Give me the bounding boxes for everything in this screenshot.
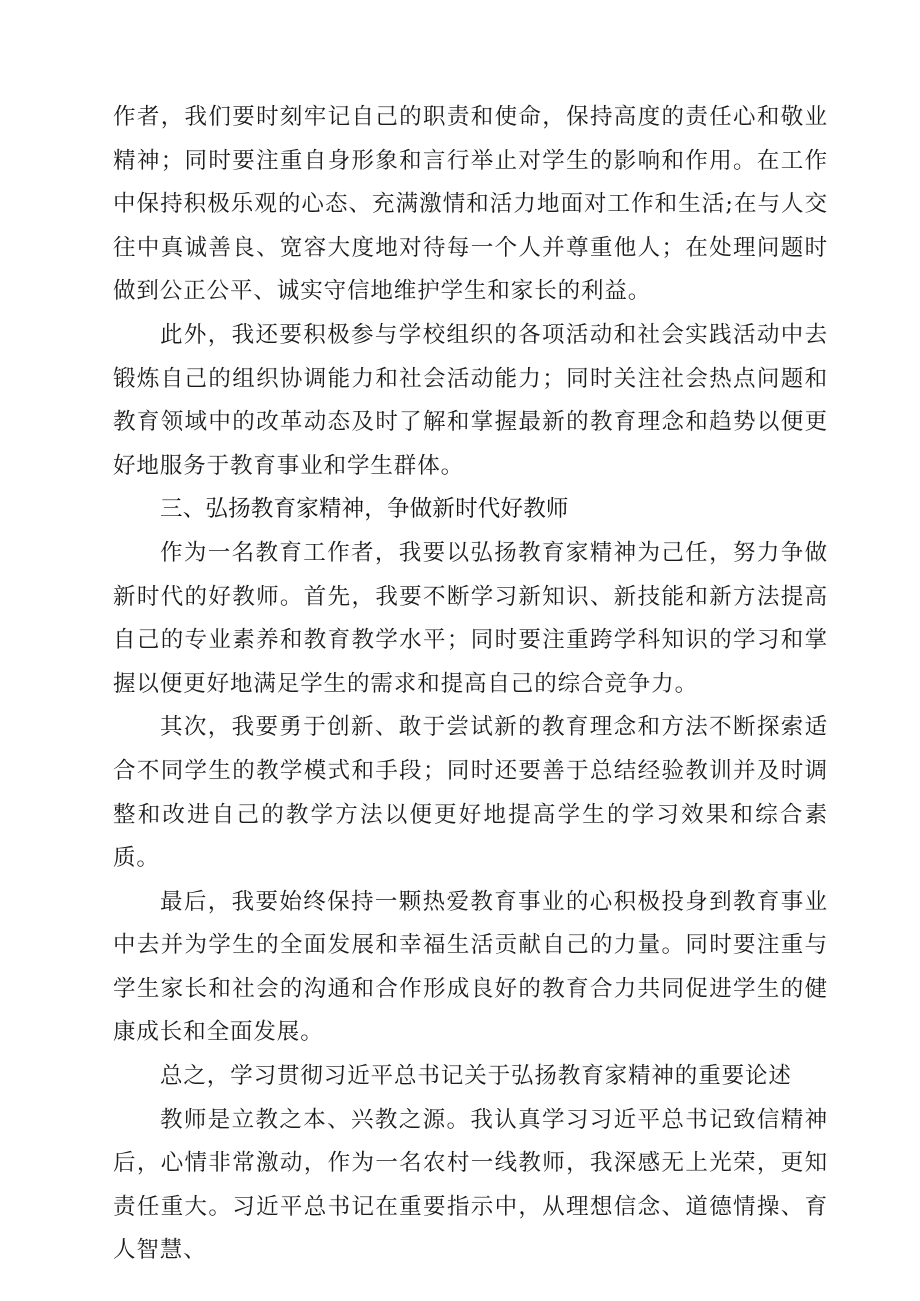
section-heading-three: 三、弘扬教育家精神，争做新时代好教师 [160, 496, 569, 523]
paragraph-continuation: 作者，我们要时刻牢记自己的职责和使命，保持高度的责任心和敬业精神；同时要注重自身形象和言行举止对学生的影响和作用。在工作中保持积极乐观的心态、充满激情和活力地面对工作和生活;在与人交往中真诚善良、宽容大度地对待每一个人并尊重他人；在处理问题时做到公正公平、诚实守信地维护学生和家长的利益。 [113, 104, 828, 305]
document-body [113, 96, 828, 1273]
paragraph-participation: 此外，我还要积极参与学校组织的各项活动和社会实践活动中去锻炼自己的组织协调能力和社会活动能力；同时关注社会热点问题和教育领域中的改革动态及时了解和掌握最新的教育理念和趋势以便更好地服务于教育事业和学生群体。 [113, 321, 828, 479]
paragraph-good-teacher: 作为一名教育工作者，我要以弘扬教育家精神为己任，努力争做新时代的好教师。首先，我要不断学习新知识、新技能和新方法提高自己的专业素养和教育教学水平；同时要注重跨学科知识的学习和掌握以便更好地满足学生的需求和提高自己的综合竞争力。 [113, 539, 828, 697]
paragraph-teacher-foundation: 教师是立教之本、兴教之源。我认真学习习近平总书记致信精神后，心情非常激动，作为一名农村一线教师，我深感无上光荣，更知责任重大。习近平总书记在重要指示中，从理想信念、道德情操、育人智慧、 [113, 1106, 828, 1264]
paragraph-summary: 总之，学习贯彻习近平总书记关于弘扬教育家精神的重要论述 [160, 1063, 792, 1090]
paragraph-finally: 最后，我要始终保持一颗热爱教育事业的心积极投身到教育事业中去并为学生的全面发展和幸福生活贡献自己的力量。同时要注重与学生家长和社会的沟通和合作形成良好的教育合力共同促进学生的健康成长和全面发展。 [113, 888, 828, 1046]
paragraph-innovation: 其次，我要勇于创新、敢于尝试新的教育理念和方法不断探索适合不同学生的教学模式和手段；同时还要善于总结经验教训并及时调整和改进自己的教学方法以便更好地提高学生的学习效果和综合素质。 [113, 714, 828, 872]
